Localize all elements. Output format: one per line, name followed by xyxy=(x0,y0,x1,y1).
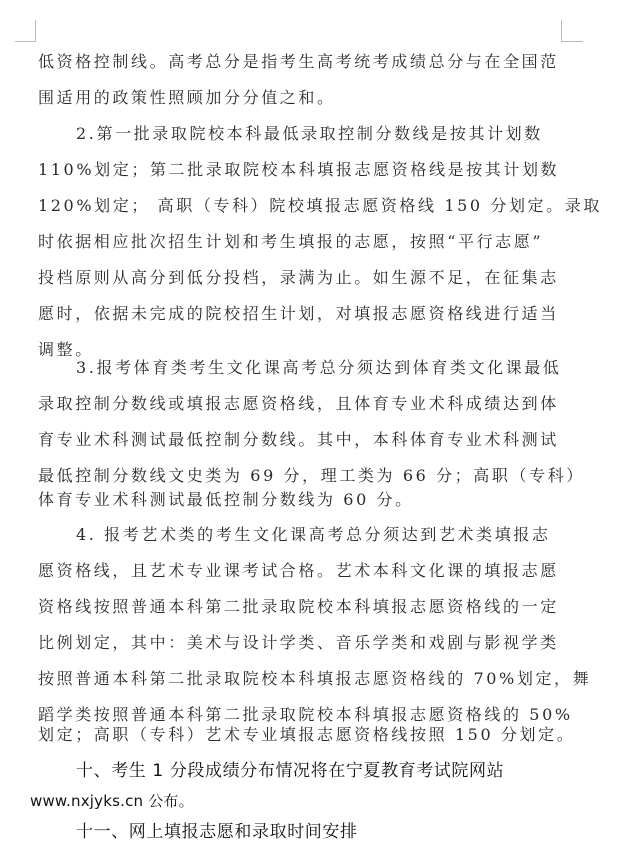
body-text-line: 资格线按照普通本科第二批录取院校本科填报志愿资格线的一定 xyxy=(38,597,559,616)
body-text-line: 比例划定，其中：美术与设计学类、音乐学类和戏剧与影视学类 xyxy=(38,633,559,652)
body-text-line: 120%划定； 高职（专科）院校填报志愿资格线 150 分划定。录取 xyxy=(38,196,602,215)
page-corner-mark-top-left xyxy=(15,20,36,42)
body-text-line: 时依据相应批次招生计划和考生填报的志愿，按照“平行志愿” xyxy=(38,232,544,251)
section-heading-11: 十一、网上填报志愿和录取时间安排 xyxy=(76,822,358,842)
website-link[interactable]: www.nxjyks.cn xyxy=(30,792,144,810)
body-text-line: 低资格控制线。高考总分是指考生高考统考成绩总分与在全国范 xyxy=(38,52,559,71)
body-text-line: 4. 报考艺术类的考生文化课高考总分须达到艺术类填报志 xyxy=(76,525,551,544)
body-text-line: 育专业术科测试最低控制分数线。其中，本科体育专业术科测试 xyxy=(38,430,559,449)
body-text-line: 3.报考体育类考生文化课高考总分须达到体育类文化课最低 xyxy=(76,358,562,377)
body-text-line: 110%划定；第二批录取院校本科填报志愿资格线是按其计划数 xyxy=(38,160,560,179)
body-text-line: 投档原则从高分到低分投档，录满为止。如生源不足，在征集志 xyxy=(38,268,559,287)
body-text-line: 愿时，依据未完成的院校招生计划，对填报志愿资格线进行适当 xyxy=(38,304,559,323)
body-text-line: 最低控制分数线文史类为 69 分，理工类为 66 分；高职（专科） xyxy=(38,466,585,485)
body-text-line: 调整。 xyxy=(38,340,94,359)
body-text-line: 录取控制分数线或填报志愿资格线，且体育专业术科成绩达到体 xyxy=(38,394,559,413)
body-text-line: 体育专业术科测试最低控制分数线为 60 分。 xyxy=(38,490,414,509)
body-text-line: 蹈学类按照普通本科第二批录取院校本科填报志愿资格线的 50% xyxy=(38,705,573,724)
body-text-line: 按照普通本科第二批录取院校本科填报志愿资格线的 70%划定，舞 xyxy=(38,669,592,688)
body-text-line: 愿资格线，且艺术专业课考试合格。艺术本科文化课的填报志愿 xyxy=(38,561,559,580)
website-line-tail: 公布。 xyxy=(143,792,194,810)
page-corner-mark-top-right xyxy=(561,20,583,42)
body-text-line: 划定；高职（专科）艺术专业填报志愿资格线按照 150 分划定。 xyxy=(38,725,576,744)
website-line xyxy=(30,790,194,812)
body-text-line: 围适用的政策性照顾加分分值之和。 xyxy=(38,88,336,107)
body-text-line: 2.第一批录取院校本科最低录取控制分数线是按其计划数 xyxy=(76,124,543,143)
section-heading-10: 十、考生 1 分段成绩分布情况将在宁夏教育考试院网站 xyxy=(76,761,505,781)
